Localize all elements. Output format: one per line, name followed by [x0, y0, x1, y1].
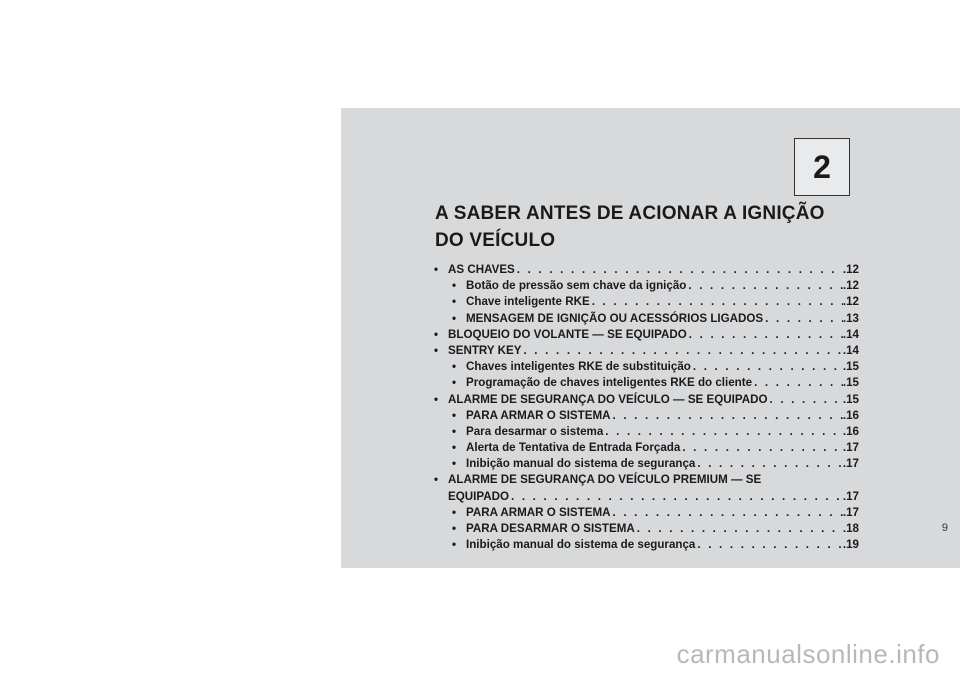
toc-page: .15 — [842, 360, 859, 374]
dot-leader — [509, 489, 843, 505]
toc-label: Para desarmar o sistema — [466, 424, 604, 438]
toc-entry-alarme-seguranca[interactable] — [434, 392, 859, 408]
dot-leader — [611, 408, 843, 424]
dot-leader — [635, 521, 843, 537]
toc-entry-chaves-substituicao[interactable] — [434, 359, 859, 375]
toc-entry-alerta-entrada-forcada[interactable] — [434, 440, 859, 456]
dot-leader — [763, 311, 843, 327]
toc-page: .15 — [842, 376, 859, 390]
toc-label-continuation: EQUIPADO — [448, 489, 509, 503]
toc-entry-botao-pressao[interactable] — [434, 278, 859, 294]
toc-label: AS CHAVES — [448, 263, 515, 276]
toc-page: .17 — [842, 489, 859, 503]
toc-page: .12 — [842, 263, 859, 276]
chapter-title — [435, 200, 875, 254]
toc-label: SENTRY KEY — [448, 343, 522, 357]
toc-entry-inibicao-manual-premium[interactable] — [434, 537, 859, 553]
bullet-icon: • — [452, 457, 457, 471]
bullet-icon: • — [434, 473, 439, 487]
dot-leader — [695, 537, 843, 553]
dot-leader — [590, 294, 843, 310]
bullet-icon: • — [452, 279, 457, 293]
watermark: carmanualsonline.info — [676, 639, 940, 669]
toc-page: .18 — [842, 522, 859, 535]
toc-label: Inibição manual do sistema de segurança — [466, 457, 696, 471]
bullet-icon: • — [452, 538, 457, 552]
table-of-contents — [434, 262, 859, 553]
bullet-icon: • — [452, 522, 457, 535]
toc-page: .19 — [842, 538, 859, 552]
toc-label: Programação de chaves inteligentes RKE do cliente — [466, 376, 753, 390]
toc-label: ALARME DE SEGURANÇA DO VEÍCULO PREMIUM — SE — [448, 473, 762, 487]
toc-label: Chave inteligente RKE — [466, 295, 590, 309]
dot-leader — [687, 327, 843, 343]
chapter-number-box — [794, 138, 850, 196]
toc-entry-bloqueio-volante[interactable] — [434, 327, 859, 343]
page-panel — [341, 108, 960, 568]
toc-label: ALARME DE SEGURANÇA DO VEÍCULO — SE EQUIPADO — [448, 392, 768, 406]
toc-entry-desarmar-sistema[interactable] — [434, 424, 859, 440]
page-number: 9 — [941, 522, 948, 534]
toc-page: .17 — [842, 457, 859, 471]
bullet-icon: • — [452, 295, 457, 309]
bullet-icon: • — [452, 360, 457, 374]
toc-page: .12 — [842, 279, 859, 293]
toc-entry-chave-inteligente[interactable] — [434, 294, 859, 310]
toc-label: PARA ARMAR O SISTEMA — [466, 408, 611, 422]
toc-entry-armar-sistema-premium[interactable] — [434, 505, 859, 521]
dot-leader — [521, 343, 842, 359]
toc-label: Inibição manual do sistema de segurança — [466, 538, 696, 552]
toc-label: BLOQUEIO DO VOLANTE — SE EQUIPADO — [448, 327, 687, 341]
toc-entry-alarme-premium[interactable] — [434, 472, 859, 488]
bullet-icon: • — [452, 505, 457, 519]
toc-page: .14 — [842, 343, 859, 357]
bullet-icon: • — [452, 311, 457, 325]
dot-leader — [768, 392, 843, 408]
dot-leader — [515, 262, 843, 278]
toc-entry-armar-sistema[interactable] — [434, 408, 859, 424]
bullet-icon: • — [452, 376, 457, 390]
toc-entry-desarmar-sistema-premium[interactable] — [434, 521, 859, 537]
toc-entry-programacao-chaves[interactable] — [434, 375, 859, 391]
toc-label: PARA DESARMAR O SISTEMA — [466, 522, 635, 535]
toc-label: Chaves inteligentes RKE de substituição — [466, 360, 691, 374]
dot-leader — [611, 505, 843, 521]
toc-label: PARA ARMAR O SISTEMA — [466, 505, 611, 519]
dot-leader — [752, 375, 843, 391]
bullet-icon: • — [452, 408, 457, 422]
dot-leader — [691, 359, 843, 375]
toc-page: .17 — [842, 505, 859, 519]
bullet-icon: • — [434, 263, 439, 276]
toc-entry-inibicao-manual[interactable] — [434, 456, 859, 472]
toc-page: .15 — [842, 392, 859, 406]
bullet-icon: • — [434, 327, 439, 341]
dot-leader — [686, 278, 843, 294]
toc-page: .14 — [842, 327, 859, 341]
dot-leader — [680, 440, 843, 456]
chapter-number: 2 — [813, 148, 831, 185]
toc-entry-sentry-key[interactable] — [434, 343, 859, 359]
bullet-icon: • — [434, 343, 439, 357]
dot-leader — [695, 456, 843, 472]
chapter-title-line-2: DO VEÍCULO — [435, 230, 556, 251]
toc-page: .16 — [842, 408, 859, 422]
bullet-icon: • — [452, 441, 457, 455]
toc-label: Alerta de Tentativa de Entrada Forçada — [466, 441, 681, 455]
toc-entry-alarme-premium-continued[interactable] — [434, 489, 859, 505]
toc-page: .17 — [842, 441, 859, 455]
toc-page: .13 — [842, 311, 859, 325]
bullet-icon: • — [434, 392, 439, 406]
toc-entry-as-chaves[interactable] — [434, 262, 859, 278]
toc-page: .16 — [842, 424, 859, 438]
bullet-icon: • — [452, 424, 457, 438]
toc-page: .12 — [842, 295, 859, 309]
toc-label: MENSAGEM DE IGNIÇÃO OU ACESSÓRIOS LIGADOS — [466, 311, 764, 325]
chapter-title-line-1: A SABER ANTES DE ACIONAR A IGNIÇÃO — [435, 203, 825, 224]
toc-entry-mensagem-ignicao[interactable] — [434, 311, 859, 327]
dot-leader — [603, 424, 843, 440]
toc-label: Botão de pressão sem chave da ignição — [466, 279, 687, 293]
